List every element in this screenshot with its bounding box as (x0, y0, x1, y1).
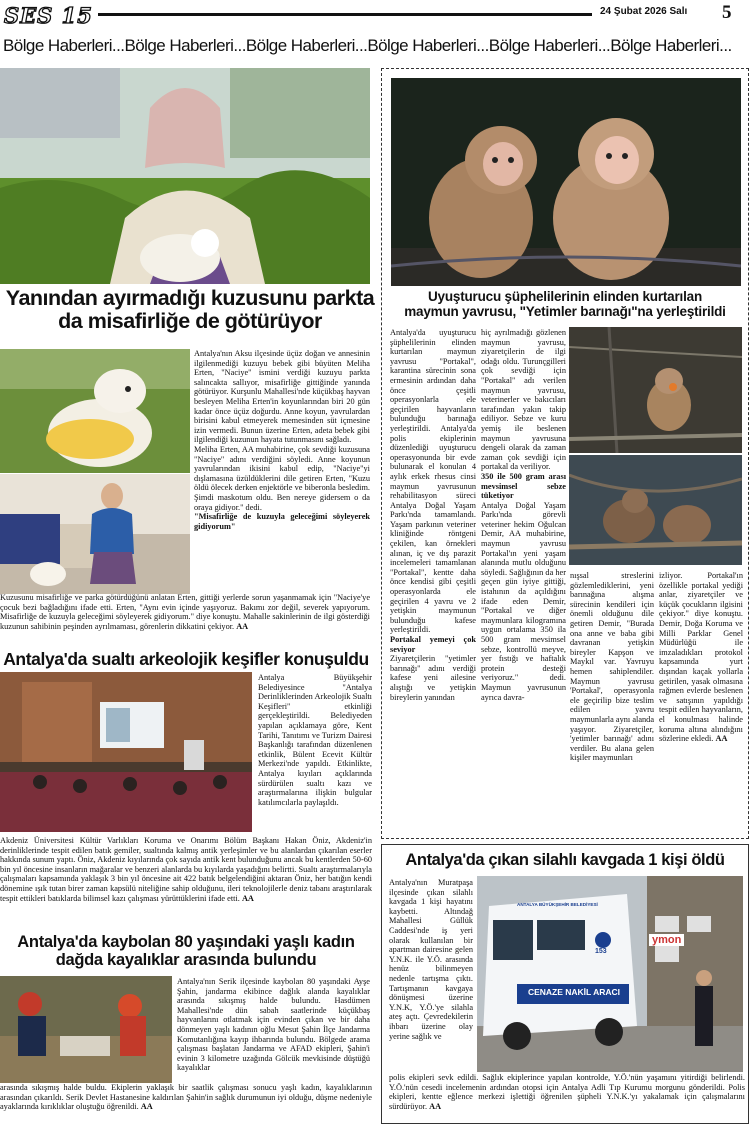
masthead-logo: SES 15 (4, 3, 93, 28)
elderly-body-full (0, 1083, 372, 1123)
fight-photo (477, 876, 743, 1072)
fight-headline: Antalya'da çıkan silahlı kavgada 1 kişi öldü (405, 852, 725, 869)
fight-signature: AA (429, 1101, 442, 1111)
monkey-col2-subhead: 350 ile 500 gram arası mevsimsel sebze tüketiyor (481, 471, 566, 501)
monkey-col2-end: Antalya Doğal Yaşam Parkı'nda görevli veteriner hekim Oğulcan Demir, AA muhabirine, maymun yavrusu Portakal'ın yeni yaşam alanında mutlu olduğunu söyledi. Sağlığının da her geçen gün iyiye gittiği, istahının da açıldığını ifade eden Demir, "Portakal ve diğer maymunlara kilogramına uygun ortalama 350 ila 500 gram mevsimsel sebze, kontrollü meyve, yer fıstığı ve haftalık protein desteği veriyoruz." dedi. Maymun yavrusunun ayrıca davra- (481, 500, 566, 702)
lamb-main-photo (0, 68, 370, 284)
lamb-body-3: Kuzusunu misafirliğe ve parka götürdüğünü anlatan Erten, gittiği yerlerde sorun yaşanmamak için "Naciye'ye çocuk bezi bağladığını ifade etti. Erten, "Aynı evin içinde yaşıyoruz. Bakımı zor değil, severek yapıyorum. Misafirliğe de kuzuyla geleceğimi söyleyerek gidiyorum." diye konuştu. Mahalle sakinlerinin de ilgi gösterdiği kuzunun sahibinin peşinden ayrılmaması, görenlerin dikkatini çekiyor. (0, 593, 370, 631)
monkey-col1-text: Antalya'da uyuşturucu şüphelilerinin elinden kurtarılan maymun yavrusu "Portakal", karantina sürecinin sona ermesinin ardından daha önce çeşitli operasyonlarla ele geçirilen hayvanların bulunduğu barınağa yerleştirildi. Antalya'da polis ekiplerinin düzenlediği uyuşturucu operasyonunda bir evde bulunarak el konulan 4 aylık erkek rhesus cinsi maymun yavrusunun rehabilitasyon süreci Antalya Doğal Yaşam Parkı'nda tamamlandı. Yaşam parkının veteriner kliniğinde röntgeni çekilen, kan örnekleri alınan, iç ve dış parazit incelemeleri tamamlanan "Portakal", kentte daha önce kendisi gibi çeşitli operasyonlarda ele geçirilen 4 yavru ve 2 yetişkin maymunun bulunduğu kafese yerleştirildi. (390, 328, 476, 635)
monkey-col-3 (570, 571, 654, 827)
lamb-photo-2 (0, 349, 190, 473)
elderly-headline-line2: dağda kayalıklar arasında bulundu (55, 950, 317, 969)
elderly-body-2: arasında sıkışmış halde buldu. Ekiplerin yaklaşık bir saatlik çalışması sonucu yaşlı kadın, kayalıklarının arasından çıkarıldı. Serik Devlet Hastanesine kaldırılan Şahin'in sağlık durumunun iyi olduğu, düşme nedeniyle ayaklarında kırıklıklar oluştuğu öğrenildi. (0, 1083, 372, 1112)
archaeology-signature: AA (241, 893, 254, 903)
fight-body-2: polis ekipleri sevk edildi. Sağlık ekiplerince yapılan kontrolde, Y.Ö.'nün yaşamını yitirdiği belirlendi. Y.Ö.'nün cesedi incelemenin ardından otopsi için Antalya Adli Tıp Kurumu morgunu gönderildi. Polis ekipleri, kentte eğlence merkezi işlettiği öğrenilen şüpheli Y.N.K.'yı yakalamak için çalışmalarını sürdürüyor. (389, 1073, 745, 1111)
elderly-body-column (177, 977, 370, 1083)
monkey-photo-2 (569, 327, 742, 453)
lamb-subhead: "Misafirliğe de kuzuyla geleceğimi söyleyerek gidiyorum" (194, 512, 370, 531)
archaeology-body-full (0, 836, 372, 932)
monkey-col3-text: nışsal streslerini gözlemlediklerini, yeni barınağına alışma sürecinin kendileri için önemli olduğunu dile getiren Demir, "Burada ona anne ve baba gibi davranan yetişkin bireyler Kapşon ve Maykıl var. Yavruyu hemen sahiplendiler. Maymun yavrusu 'Portakal', operasyonla ele geçirilip bize teslim edilen yavru maymunlarla aynı alanda yaşıyor. Ziyaretçiler, 'yetimler barınağı' adını verdiler. Bu alana gelen kişiler maymunları (570, 571, 654, 763)
monkey-headline-line1: Uyuşturucu şüphelilerinin elinden kurtarılan (427, 290, 702, 304)
store-sign-text: ymon (649, 934, 684, 946)
monkey-main-photo (391, 78, 741, 286)
page-number: 5 (722, 2, 732, 23)
lamb-headline-line2: da misafirliğe de götürüyor (58, 309, 322, 334)
lamb-signature: AA (236, 621, 249, 631)
monkey-photo-3 (569, 455, 742, 565)
monkey-headline (385, 290, 745, 319)
elderly-headline (0, 934, 372, 970)
section-banner: Bölge Haberleri...Bölge Haberleri...Bölge Haberleri...Bölge Haberleri...Bölge Haberleri...Bölge Haberleri... (3, 36, 732, 55)
monkey-col-4 (659, 571, 743, 827)
monkey-headline-line2: maymun yavrusu, "Yetimler barınağı"na yerleştirildi (404, 303, 726, 319)
monkey-col4-text: izliyor. Portakal'ın özellikle portakal yediği anlar, ziyaretçiler ve küçük çocukların ilgisini çekiyor." diye konuştu. Demir, Doğa Koruma ve Milli Parklar Genel Müdürlüğü ile imzaladıkları protokol kapsamında yurt dışından kaçak yollarla getirilen, yasak olmasına rağmen evlerde beslenen ve satışının yapıldığı tespit edilen hayvanların, el konulması halinde koruma altına alındığını sözlerine ekledi. (659, 571, 743, 744)
monkey-signature: AA (715, 734, 728, 744)
elderly-headline-line1: Antalya'da kaybolan 80 yaşındaki yaşlı kadın (17, 934, 355, 951)
monkey-col-2 (481, 328, 566, 828)
monkey-col-1 (390, 328, 476, 820)
fight-body-full (389, 1073, 745, 1121)
van-brand-text: ANTALYA BÜYÜKŞEHİR BELEDİYESİ (517, 902, 598, 907)
elderly-photo (0, 976, 172, 1083)
lamb-photo-3 (0, 474, 190, 594)
monkey-col1-subhead: Portakal yemeyi çok seviyor (390, 635, 476, 654)
van-phone-text: 153 (595, 948, 607, 955)
lamb-body-full (0, 593, 370, 641)
lamb-body-2: Meliha Erten, AA muhabirine, çok sevdiği kuzusuna "Naciye" adını verdiğini söyledi. Anne koyunun yavrularından ikisini kabul edip, "Naciye"yi dışlamasına üzüldüklerini dile getiren Erten, "Kuzu öldü ölecek derken enjektörle ve biberonla besledim. Şimdi maskotum oldu. Ben nereye gidersem o da oraya gidiyor." dedi. (194, 444, 370, 512)
archaeology-photo (0, 672, 252, 832)
elderly-signature: AA (140, 1102, 153, 1112)
archaeology-body-1: Antalya Büyükşehir Belediyesince "Antalya Derinliklerinden Arkeolojik Sualtı Keşifleri" etkinliği gerçekleştirildi. Belediyeden yapılan açıklamaya göre, Kent Tarihi, Tanıtımı ve Turizm Dairesi Başkanlığı tarafından düzenlenen etkinlik, Bülent Ecevit Kültür Merkezi'nde yapıldı. Etkinlikte, Antalya kıyıları açıklarında sürdürülen sualtı kazı ve araştırmalarına ilişkin bulgular katılımcılarla paylaşıldı. (258, 673, 372, 807)
monkey-col2-text: hiç ayrılmadığı gözlenen maymun yavrusu, ziyaretçilerin de ilgi odağı oldu. Turunçgilleri çok sevdiği için "Portakal" adı verilen maymun yavrusu, veterinerler ve bakıcıları tarafından yakın takip ediliyor. Sebze ve kuru yemiş ile beslenen maymun yavrusuna dengeli olarak da zaman zaman çok sevdiği için portakal da veriliyor. (481, 328, 566, 472)
lamb-body-1: Antalya'nın Aksu ilçesinde üçüz doğan ve annesinin ilgilenmediği kuzuyu bebek gibi büyüten Meliha Erten, "Naciye" ismini verdiği kuzuyu parkta salıncakta sallıyor, misafirliğe gittiğinde yanında götürüyor. Kurşunlu Mahallesi'nde küçükbaş hayvan besleyen Meliha Erten'in koyunlarından biri 20 gün kadar önce üçüz doğurdu. Anne koyun, yavrulardan birisini kabul etmeyerek memesinden süt içmesine izin vermedi. Bunun üzerine Erten, adeta bebek gibi ilgilendiği kuzunun hayata tutunmasını sağladı. (194, 349, 370, 445)
archaeology-headline: Antalya'da sualtı arkeolojik keşifler konuşuldu (3, 650, 369, 669)
masthead (0, 0, 750, 30)
lamb-body-column (194, 349, 370, 597)
fight-body-1: Antalya'nın Muratpaşa ilçesinde çıkan silahlı kavgada 1 kişi hayatını kaybetti. Altındağ Mahallesi Güllük Caddesi'nde iş yeri olarak kullanılan bir apartman dairesine gelen Y.N.K. ile Y.Ö. arasında henüz bilinmeyen nedenle tartışma çıktı. Tartışmanın kavgaya dönüşmesi üzerine Y.N.K, Y.Ö.'ye silahla ateş açtı. Çevredekilerin ihbarı üzerine olay yerine sağlık ve (389, 878, 473, 1041)
lamb-headline-line1: Yanından ayırmadığı kuzusunu parkta (5, 287, 375, 310)
lamb-headline (0, 287, 380, 333)
archaeology-body-column (258, 673, 372, 836)
van-side-text: CENAZE NAKİL ARACI (527, 987, 621, 997)
elderly-body-1: Antalya'nın Serik ilçesinde kaybolan 80 yaşındaki Ayşe Şahin, jandarma ekibince dağlık alanda kayalıklar arasında sıkışmış halde bulundu. Hasdümen Mahallesi'nde dün sabah saatlerinde küçükbaş hayvanlarını otlatmak için evinden çıkan ve bir daha dönmeyen yaşlı kadının oğlu Mesut Şahin İlçe Jandarma Komutanlığına kayıp ihbarında bulundu. Bölgede arama çalışması başlatan Jandarma ve AFAD ekipleri, Şahin'i evinin 3 kilometre uzağında Gölcük mevkisinde düştüğü kayalıklar (177, 977, 370, 1073)
fight-body-column (389, 878, 473, 1072)
masthead-rule (98, 13, 592, 16)
monkey-col1-end: Ziyaretçilerin "yetimler barınağı" adını verdiği kafese yeni ailesine alıştığı ve yetişkin bireylerin yanından (390, 654, 476, 702)
archaeology-body-2: Akdeniz Üniversitesi Kültür Varlıkları Koruma ve Onarımı Bölüm Başkanı Hakan Öniz, Akdeniz'in derinliklerinde tespit edilen batık gemiler, sualtında kalmış antik yerleşimler ve bu alanlardan çıkarılan eserler hakkında sunum yaptı. Öniz, Akdeniz kıyılarında çok sayıda antik kent bulunduğunu ancak bu kentlerden 50-60 bin yıl öncesine insanların mağaralar ve benzeri alanlarda bu kıyılarda yaşadığını belirtti. Sualtı araştırmalarıyla çalışmaları kapsamında yaklaşık 3 bin yıl öncesine ait 422 batık belgelendiğini aktaran Öniz, her batığın kendi dönemine ışık tutan birer zaman kapsülü niteliğine sahip olduğunu, ileri teknolojilerle deniz tabanı araştırılarak tespit ettikleri batıklarda bilimsel kazı çalışması yürüttüklerini ifade etti. (0, 836, 372, 903)
masthead-date: 24 Şubat 2026 Salı (600, 6, 688, 17)
